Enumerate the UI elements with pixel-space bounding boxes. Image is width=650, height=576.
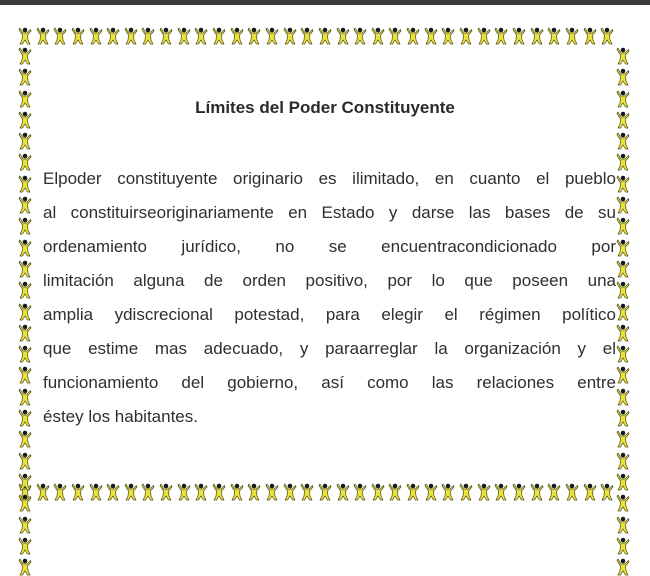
waving-figure-icon [565, 27, 579, 45]
waving-figure-icon [406, 483, 420, 501]
waving-figure-icon [283, 483, 297, 501]
document-body [43, 165, 616, 437]
waving-figure-icon [18, 409, 32, 427]
waving-figure-icon [388, 483, 402, 501]
waving-figure-icon [177, 483, 191, 501]
waving-figure-icon [265, 27, 279, 45]
waving-figure-icon [71, 483, 85, 501]
border-bottom [18, 483, 614, 501]
waving-figure-icon [18, 430, 32, 448]
waving-figure-icon [230, 483, 244, 501]
waving-figure-icon [565, 483, 579, 501]
waving-figure-icon [616, 281, 630, 299]
waving-figure-icon [318, 483, 332, 501]
waving-figure-icon [18, 132, 32, 150]
waving-figure-icon [124, 27, 138, 45]
waving-figure-icon [18, 260, 32, 278]
waving-figure-icon [18, 27, 32, 45]
waving-figure-icon [18, 452, 32, 470]
waving-figure-icon [616, 558, 630, 576]
waving-figure-icon [512, 483, 526, 501]
waving-figure-icon [530, 483, 544, 501]
waving-figure-icon [616, 473, 630, 491]
border-left [18, 47, 32, 576]
waving-figure-icon [616, 239, 630, 257]
waving-figure-icon [18, 345, 32, 363]
waving-figure-icon [441, 27, 455, 45]
waving-figure-icon [371, 483, 385, 501]
waving-figure-icon [71, 27, 85, 45]
body-line: ordenamiento jurídico, no se encuentracondicionado por [43, 237, 616, 256]
waving-figure-icon [616, 303, 630, 321]
waving-figure-icon [616, 537, 630, 555]
waving-figure-icon [530, 27, 544, 45]
border-top [18, 27, 614, 45]
document-page [0, 5, 650, 515]
waving-figure-icon [616, 345, 630, 363]
waving-figure-icon [18, 473, 32, 491]
waving-figure-icon [477, 27, 491, 45]
waving-figure-icon [53, 27, 67, 45]
border-right [616, 47, 630, 576]
waving-figure-icon [616, 452, 630, 470]
waving-figure-icon [616, 388, 630, 406]
waving-figure-icon [459, 27, 473, 45]
waving-figure-icon [89, 483, 103, 501]
waving-figure-icon [616, 516, 630, 534]
waving-figure-icon [194, 483, 208, 501]
waving-figure-icon [18, 217, 32, 235]
waving-figure-icon [18, 516, 32, 534]
waving-figure-icon [512, 27, 526, 45]
waving-figure-icon [18, 175, 32, 193]
document-title: Límites del Poder Constituyente [195, 98, 455, 117]
waving-figure-icon [336, 27, 350, 45]
waving-figure-icon [18, 494, 32, 512]
waving-figure-icon [212, 27, 226, 45]
waving-figure-icon [424, 483, 438, 501]
waving-figure-icon [18, 366, 32, 384]
waving-figure-icon [441, 483, 455, 501]
waving-figure-icon [36, 27, 50, 45]
waving-figure-icon [616, 68, 630, 86]
waving-figure-icon [616, 366, 630, 384]
waving-figure-icon [616, 47, 630, 65]
waving-figure-icon [336, 483, 350, 501]
body-line: funcionamiento del gobierno, así como las relaciones entre [43, 373, 616, 392]
waving-figure-icon [300, 27, 314, 45]
waving-figure-icon [141, 483, 155, 501]
waving-figure-icon [177, 27, 191, 45]
waving-figure-icon [212, 483, 226, 501]
waving-figure-icon [18, 537, 32, 555]
waving-figure-icon [547, 27, 561, 45]
waving-figure-icon [494, 483, 508, 501]
waving-figure-icon [583, 483, 597, 501]
waving-figure-icon [547, 483, 561, 501]
waving-figure-icon [477, 483, 491, 501]
waving-figure-icon [194, 27, 208, 45]
waving-figure-icon [424, 27, 438, 45]
body-line: que estime mas adecuado, y paraarreglar la organización y el [43, 339, 616, 358]
waving-figure-icon [247, 483, 261, 501]
waving-figure-icon [18, 388, 32, 406]
waving-figure-icon [18, 324, 32, 342]
waving-figure-icon [18, 239, 32, 257]
waving-figure-icon [616, 494, 630, 512]
waving-figure-icon [159, 483, 173, 501]
waving-figure-icon [18, 47, 32, 65]
waving-figure-icon [300, 483, 314, 501]
waving-figure-icon [616, 132, 630, 150]
body-line: al constituirseoriginariamente en Estado y darse las bases de su [43, 203, 616, 222]
body-line: limitación alguna de orden positivo, por lo que poseen una [43, 271, 616, 290]
waving-figure-icon [18, 303, 32, 321]
waving-figure-icon [600, 483, 614, 501]
waving-figure-icon [247, 27, 261, 45]
waving-figure-icon [616, 430, 630, 448]
waving-figure-icon [18, 153, 32, 171]
waving-figure-icon [124, 483, 138, 501]
waving-figure-icon [616, 217, 630, 235]
waving-figure-icon [616, 409, 630, 427]
waving-figure-icon [106, 483, 120, 501]
waving-figure-icon [18, 281, 32, 299]
waving-figure-icon [18, 196, 32, 214]
waving-figure-icon [616, 324, 630, 342]
waving-figure-icon [318, 27, 332, 45]
waving-figure-icon [388, 27, 402, 45]
waving-figure-icon [353, 27, 367, 45]
waving-figure-icon [141, 27, 155, 45]
waving-figure-icon [371, 27, 385, 45]
waving-figure-icon [616, 175, 630, 193]
waving-figure-icon [494, 27, 508, 45]
waving-figure-icon [18, 558, 32, 576]
waving-figure-icon [36, 483, 50, 501]
body-line: éstey los habitantes. [43, 407, 198, 426]
waving-figure-icon [600, 27, 614, 45]
waving-figure-icon [230, 27, 244, 45]
waving-figure-icon [18, 68, 32, 86]
waving-figure-icon [265, 483, 279, 501]
waving-figure-icon [583, 27, 597, 45]
waving-figure-icon [616, 260, 630, 278]
waving-figure-icon [106, 27, 120, 45]
waving-figure-icon [459, 483, 473, 501]
waving-figure-icon [616, 153, 630, 171]
body-line: amplia ydiscrecional potestad, para elegir el régimen político [43, 305, 616, 324]
waving-figure-icon [283, 27, 297, 45]
waving-figure-icon [89, 27, 103, 45]
body-line: Elpoder constituyente originario es ilimitado, en cuanto el pueblo [43, 169, 616, 188]
waving-figure-icon [159, 27, 173, 45]
waving-figure-icon [406, 27, 420, 45]
waving-figure-icon [353, 483, 367, 501]
waving-figure-icon [53, 483, 67, 501]
waving-figure-icon [616, 196, 630, 214]
